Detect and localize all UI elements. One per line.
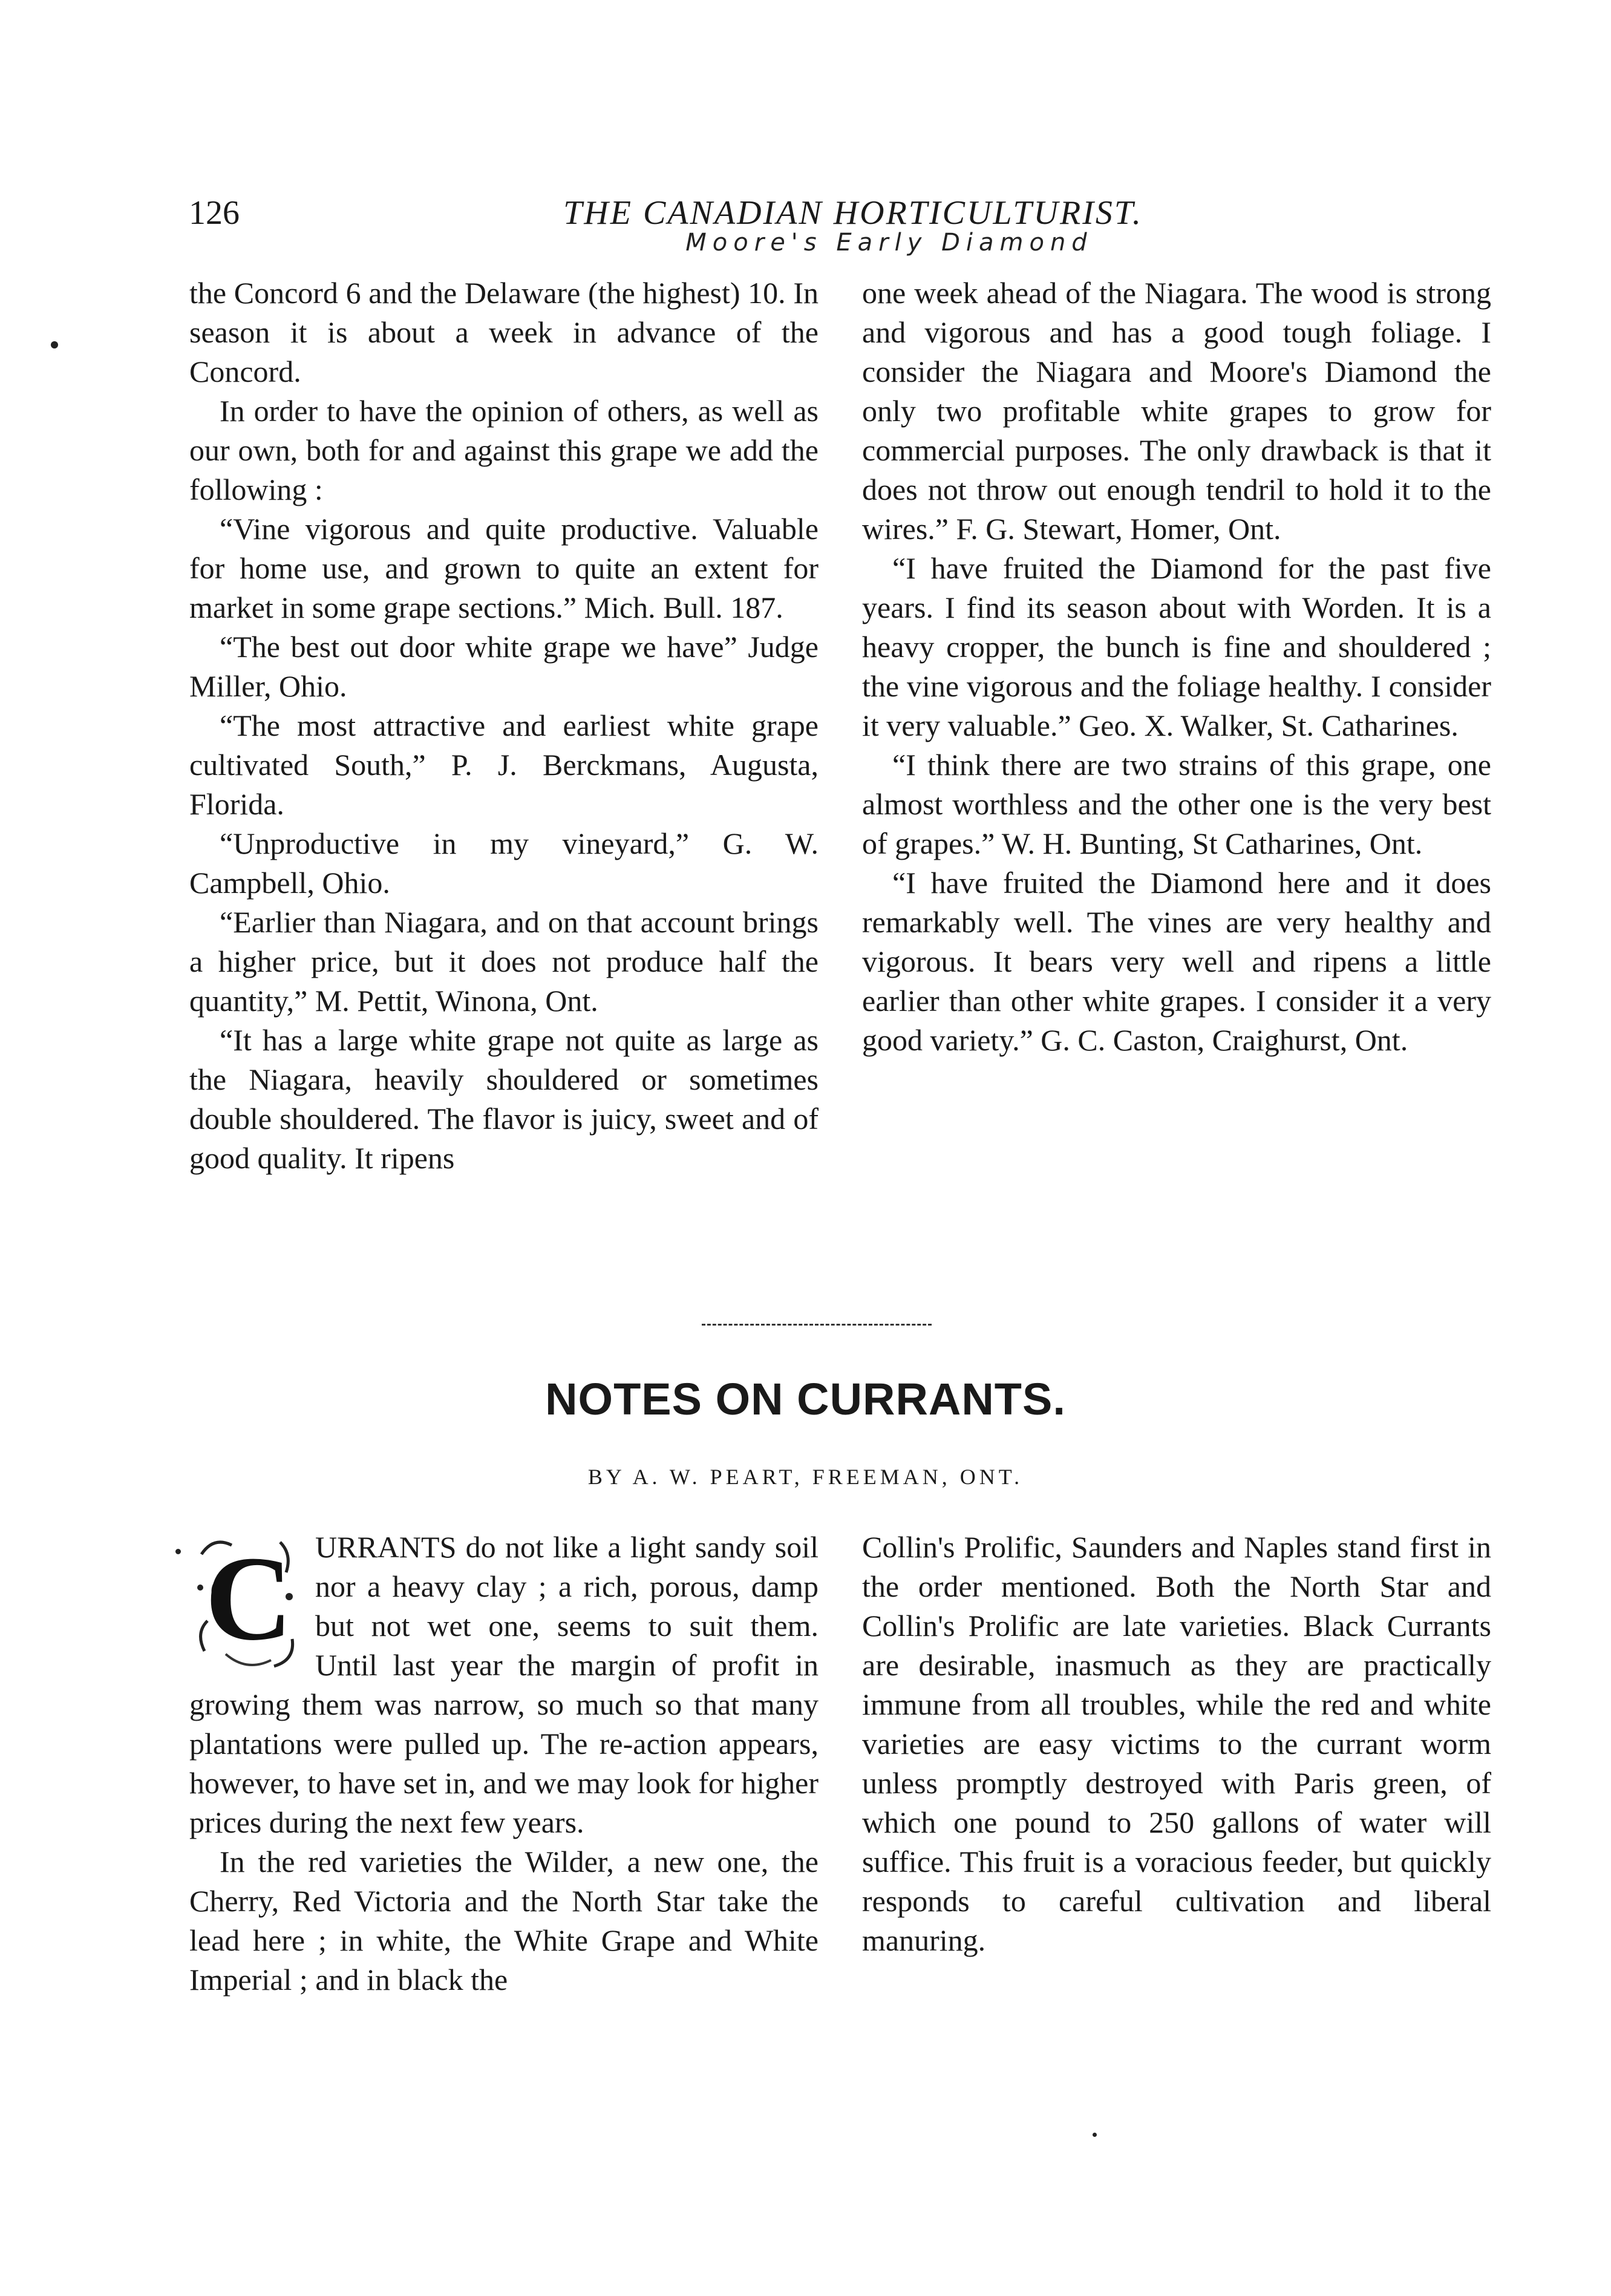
- margin-mark: [51, 341, 58, 348]
- margin-mark: [175, 1549, 181, 1554]
- handwritten-annotation: Moore's Early Diamond: [685, 229, 1093, 257]
- quote-paragraph: “I think there are two strains of this grape, one almost worthless and the other one is the very best of grapes.” W. H. Bunting, St Catharines, Ont.: [862, 748, 1491, 860]
- quote-paragraph: “Vine vigorous and quite productive. Valuable for home use, and grown to quite an extent for market in some grape sections.” Mich. Bull. 187.: [189, 512, 819, 624]
- grape-article-right-column: [862, 273, 1491, 1060]
- section-divider: [702, 1324, 932, 1326]
- currants-article-left-column: [189, 1528, 819, 2000]
- page-number: 126: [189, 194, 240, 232]
- paragraph: In order to have the opinion of others, as well as our own, both for and against this grape we add the following :: [189, 394, 819, 506]
- quote-paragraph: “The best out door white grape we have” Judge Miller, Ohio.: [189, 630, 819, 703]
- ornamental-drop-cap: [189, 1530, 304, 1678]
- paragraph: the Concord 6 and the Delaware (the highest) 10. In season it is about a week in advance of the Concord.: [189, 276, 819, 388]
- paragraph: Collin's Prolific, Saunders and Naples stand first in the order mentioned. Both the North Star and Collin's Prolific are late varieties. Black Currants are desirable, inasmuch as they are practically immune from all troubles, while the red and white varieties are easy victims to the currant worm unless promptly destroyed with Paris green, of which one pound to 250 gallons of water will suffice. This fruit is a voracious feeder, but quickly responds to careful cultivation and liberal manuring.: [862, 1530, 1491, 1957]
- paragraph: In the red varieties the Wilder, a new one, the Cherry, Red Victoria and the North Star take the lead here ; in white, the White Grape and White Imperial ; and in black the: [189, 1845, 819, 1997]
- quote-paragraph: “Unproductive in my vineyard,” G. W. Campbell, Ohio.: [189, 826, 819, 900]
- quote-paragraph: “I have fruited the Diamond here and it does remarkably well. The vines are very healthy and vigorous. It bears very well and ripens a little earlier than other white grapes. I consider it a very good variety.” G. C. Caston, Craighurst, Ont.: [862, 866, 1491, 1057]
- quote-paragraph: “I have fruited the Diamond for the past five years. I find its season about with Worden. It is a heavy cropper, the bunch is fine and shouldered ; the vine vigorous and the foliage healthy. I consider it very valuable.” Geo. X. Walker, St. Catharines.: [862, 551, 1491, 742]
- paragraph-text: URRANTS do not like a light sandy soil nor a heavy clay ; a rich, porous, damp but not wet one, seems to suit them. Until last year the margin of profit in growing them was narrow, so much so that many plantations were pulled up. The re-action appears, however, to have set in, and we may look for higher prices during the next few years.: [189, 1530, 819, 1839]
- margin-mark: [1093, 2133, 1097, 2137]
- drop-cap-letter: C: [205, 1532, 293, 1666]
- quote-paragraph: “It has a large white grape not quite as large as the Niagara, heavily shouldered or sometimes double shouldered. The flavor is juicy, sweet and of good quality. It ripens: [189, 1023, 819, 1175]
- article-title: NOTES ON CURRANTS.: [545, 1374, 1066, 1424]
- quote-paragraph: “The most attractive and earliest white grape cultivated South,” P. J. Berckmans, Augusta, Florida.: [189, 708, 819, 821]
- quote-paragraph: one week ahead of the Niagara. The wood is strong and vigorous and has a good tough foliage. I consider the Niagara and Moore's Diamond the only two profitable white grapes to grow for commercial purposes. The only drawback is that it does not throw out enough tendril to hold it to the wires.” F. G. Stewart, Homer, Ont.: [862, 276, 1491, 546]
- paragraph: [189, 1528, 819, 1842]
- quote-paragraph: “Earlier than Niagara, and on that account brings a higher price, but it does not produce half the quantity,” M. Pettit, Winona, Ont.: [189, 905, 819, 1018]
- grape-article-left-column: [189, 273, 819, 1178]
- article-byline: BY A. W. PEART, FREEMAN, ONT.: [587, 1465, 1024, 1489]
- currants-article-right-column: [862, 1528, 1491, 1960]
- running-head-title: THE CANADIAN HORTICULTURIST.: [563, 194, 1143, 232]
